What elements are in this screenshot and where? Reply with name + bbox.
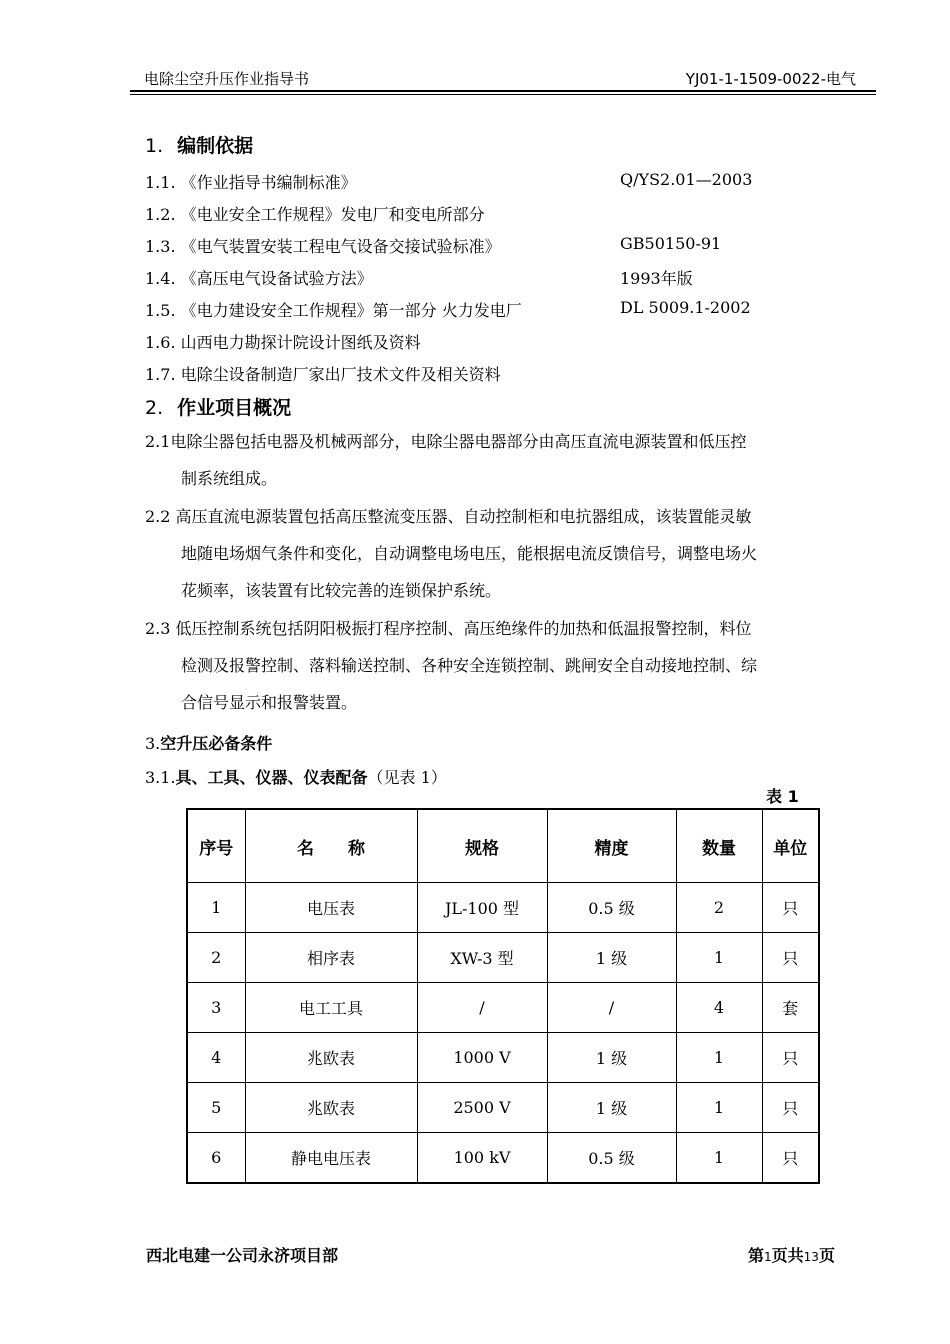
table-cell: 只: [762, 1083, 819, 1133]
ref-number: 1.6.: [145, 333, 176, 352]
table-cell: JL-100 型: [417, 883, 547, 933]
equipment-table: [186, 808, 820, 1184]
ref-number: 1.2.: [145, 205, 176, 224]
section-number: 2.: [145, 397, 164, 419]
ref-code: Q/YS2.01—2003: [620, 170, 753, 189]
table-cell: /: [547, 983, 676, 1033]
section-number: 3.: [145, 734, 161, 753]
ref-number: 1.4.: [145, 269, 176, 288]
table-cell: 只: [762, 883, 819, 933]
table-cell: 静电电压表: [245, 1133, 417, 1184]
table-cell: 6: [187, 1133, 245, 1184]
ref-text: 《高压电气设备试验方法》: [180, 269, 373, 288]
reference-item: [145, 266, 693, 289]
table-cell: 3: [187, 983, 245, 1033]
section-number: 1.: [145, 135, 164, 157]
paragraph-line: 地随电场烟气条件和变化，自动调整电场电压，能根据电流反馈信号，调整电场火: [181, 544, 758, 563]
table-row: [187, 983, 819, 1033]
header-cell: 规格: [417, 809, 547, 883]
ref-text: 山西电力勘探计院设计图纸及资料: [180, 333, 421, 352]
header-cell: 精度: [547, 809, 676, 883]
table-cell: 1: [676, 1033, 762, 1083]
overview-paragraph: [145, 423, 865, 497]
table-cell: 1 级: [547, 933, 676, 983]
section-2-heading: [145, 393, 291, 420]
table-cell: 只: [762, 1033, 819, 1083]
reference-item: [145, 234, 722, 257]
table-cell: 只: [762, 933, 819, 983]
table-cell: XW-3 型: [417, 933, 547, 983]
ref-code: 1993年版: [620, 269, 693, 288]
paragraph-line: 制系统组成。: [181, 469, 278, 488]
section-1-heading: [145, 131, 253, 158]
header-cell: 序号: [187, 809, 245, 883]
ref-text: 《电业安全工作规程》发电厂和变电所部分: [180, 205, 485, 224]
paragraph-line: 电除尘器包括电器及机械两部分，电除尘器电器部分由高压直流电源装置和低压控: [170, 432, 747, 451]
subsection-number: 3.1.: [145, 768, 176, 787]
header-rule-thin: [130, 94, 876, 95]
reference-item: [145, 362, 501, 385]
page-prefix: 第: [748, 1246, 765, 1265]
ref-text: 《作业指导书编制标准》: [180, 173, 357, 192]
table-row: [187, 1133, 819, 1184]
table-cell: 0.5 级: [547, 883, 676, 933]
total-pages: 13: [803, 1250, 819, 1264]
table-row: [187, 883, 819, 933]
subsection-title: 具、工具、仪器、仪表配备: [175, 768, 368, 787]
header-cell: 名 称: [245, 809, 417, 883]
section-title: 编制依据: [177, 135, 254, 157]
table-row: [187, 933, 819, 983]
table-cell: /: [417, 983, 547, 1033]
table-cell: 兆欧表: [245, 1083, 417, 1133]
table-cell: 4: [676, 983, 762, 1033]
page-mid: 页共: [771, 1246, 804, 1265]
table-cell: 1: [676, 1083, 762, 1133]
ref-code: GB50150-91: [620, 234, 722, 253]
paragraph-line: 合信号显示和报警装置。: [181, 693, 358, 712]
ref-number: 1.1.: [145, 173, 176, 192]
table-cell: 1: [676, 933, 762, 983]
paragraph-line: 检测及报警控制、落料输送控制、各种安全连锁控制、跳闸安全自动接地控制、综: [181, 656, 758, 675]
table-cell: 相序表: [245, 933, 417, 983]
table-cell: 0.5 级: [547, 1133, 676, 1184]
overview-paragraph: [145, 610, 865, 721]
subsection-heading: [145, 765, 447, 788]
page-header: [130, 68, 876, 90]
paragraph-number: 2.2: [145, 507, 171, 526]
reference-item: [145, 202, 485, 225]
paragraph-line: 花频率，该装置有比较完善的连锁保护系统。: [181, 581, 502, 600]
table-cell: 1 级: [547, 1083, 676, 1133]
reference-item: [145, 298, 751, 321]
table-cell: 2500 V: [417, 1083, 547, 1133]
header-rule-thick: [130, 90, 876, 92]
ref-text: 电除尘设备制造厂家出厂技术文件及相关资料: [180, 365, 501, 384]
ref-number: 1.5.: [145, 301, 176, 320]
table-cell: 1: [676, 1133, 762, 1184]
reference-item: [145, 330, 421, 353]
table-cell: 电压表: [245, 883, 417, 933]
header-title: 电除尘空升压作业指导书: [144, 70, 310, 88]
table-cell: 只: [762, 1133, 819, 1184]
paragraph-line: 低压控制系统包括阴阳极振打程序控制、高压绝缘件的加热和低温报警控制，料位: [175, 619, 752, 638]
ref-code: DL 5009.1-2002: [620, 298, 751, 317]
section-3-heading: [145, 731, 272, 754]
table-cell: 5: [187, 1083, 245, 1133]
ref-text: 《电力建设安全工作规程》第一部分 火力发电厂: [180, 301, 522, 320]
table-row: [187, 1033, 819, 1083]
table-cell: 100 kV: [417, 1133, 547, 1184]
table-header-row: [187, 809, 819, 883]
table-cell: 1000 V: [417, 1033, 547, 1083]
reference-item: [145, 170, 753, 193]
header-cell: 单位: [762, 809, 819, 883]
subsection-note: （见表 1）: [367, 768, 447, 787]
footer-organization: 西北电建一公司永济项目部: [146, 1246, 339, 1265]
paragraph-line: 高压直流电源装置包括高压整流变压器、自动控制柜和电抗器组成，该装置能灵敏: [175, 507, 752, 526]
section-title: 作业项目概况: [177, 397, 292, 419]
page-suffix: 页: [818, 1246, 835, 1265]
table-cell: 1: [187, 883, 245, 933]
header-doc-code: YJ01-1-1509-0022-电气: [685, 70, 856, 88]
header-cell: 数量: [676, 809, 762, 883]
table-cell: 套: [762, 983, 819, 1033]
table-cell: 电工工具: [245, 983, 417, 1033]
overview-paragraph: [145, 498, 865, 609]
paragraph-number: 2.3: [145, 619, 171, 638]
ref-text: 《电气装置安装工程电气设备交接试验标准》: [180, 237, 501, 256]
ref-number: 1.7.: [145, 365, 176, 384]
table-cell: 2: [676, 883, 762, 933]
table-caption: 表 1: [766, 787, 799, 806]
table-cell: 1 级: [547, 1033, 676, 1083]
paragraph-number: 2.1: [145, 432, 171, 451]
table-row: [187, 1083, 819, 1133]
table-cell: 兆欧表: [245, 1033, 417, 1083]
table-cell: 4: [187, 1033, 245, 1083]
section-title: 空升压必备条件: [160, 734, 273, 753]
footer-page-number: [748, 1243, 835, 1266]
table-cell: 2: [187, 933, 245, 983]
ref-number: 1.3.: [145, 237, 176, 256]
current-page: 1: [764, 1250, 772, 1264]
